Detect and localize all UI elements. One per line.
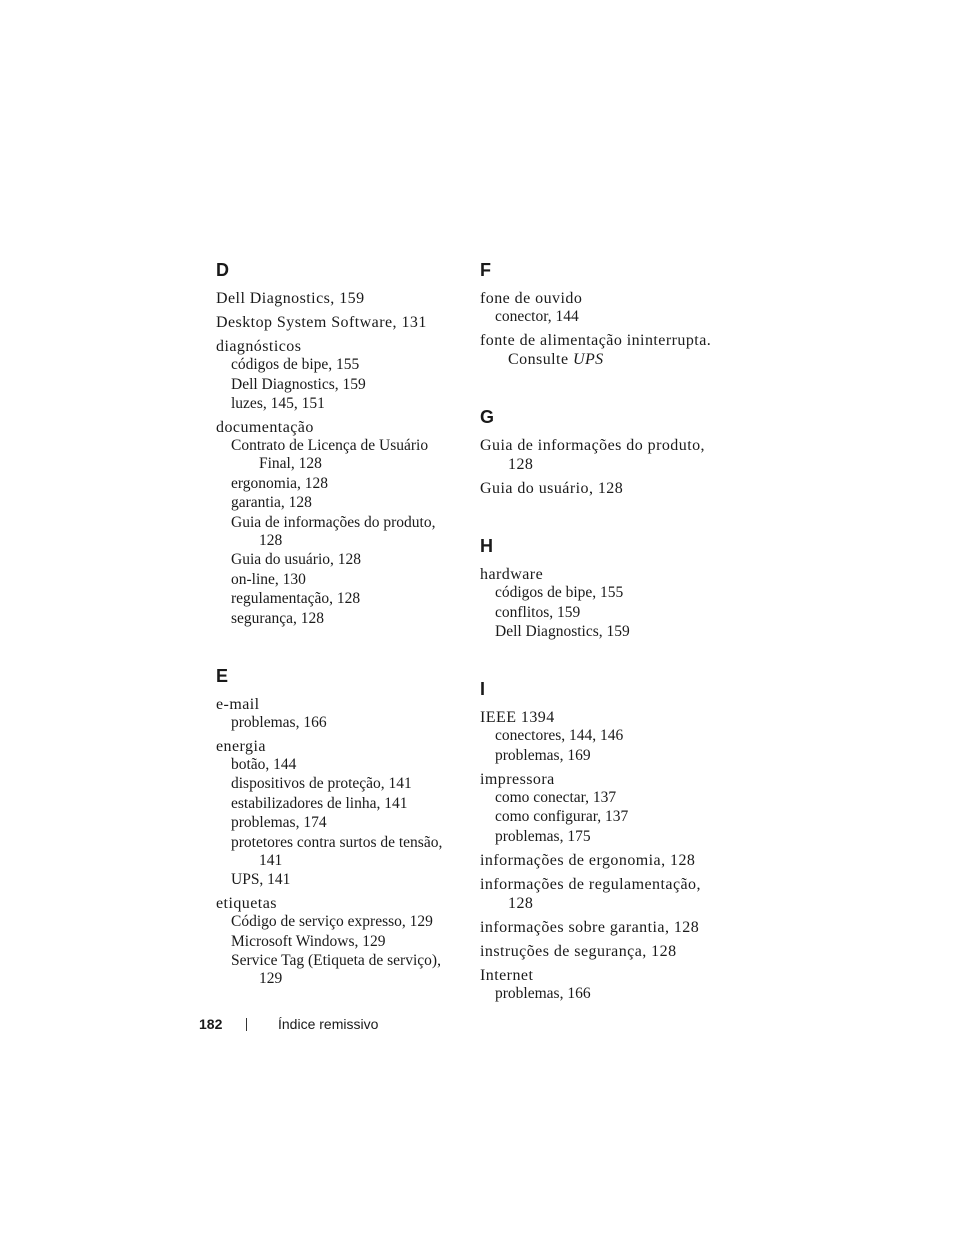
entry-term-text: hardware xyxy=(480,566,544,583)
entry-subterm: segurança, 128 xyxy=(231,609,324,627)
entry-subterm: ergonomia, 128 xyxy=(231,474,329,492)
entry-subterm: Código de serviço expresso, 129 xyxy=(231,913,433,930)
entry-term-text: e-mail xyxy=(216,695,260,713)
entry-subterm: problemas, 166 xyxy=(231,713,327,731)
entry-term xyxy=(480,966,730,985)
index-entry xyxy=(480,942,730,961)
index-entry xyxy=(216,695,456,732)
index-entry xyxy=(480,875,730,913)
index-entry xyxy=(216,418,456,628)
entry-subterm: problemas, 166 xyxy=(495,984,591,1002)
entry-subterm: problemas, 169 xyxy=(495,746,591,764)
index-entry xyxy=(216,289,456,308)
entry-subterm: on-line, 130 xyxy=(231,570,306,588)
entry-subterm: Dell Diagnostics, 159 xyxy=(495,623,630,640)
entry-subterm: Guia do usuário, 128 xyxy=(231,551,362,568)
section-letter: G xyxy=(480,407,495,427)
index-column-left xyxy=(216,258,456,1024)
entry-term-text: energia xyxy=(216,737,266,755)
entry-subterm: regulamentação, 128 xyxy=(231,590,361,607)
entry-subterm: conflitos, 159 xyxy=(495,603,581,621)
entry-subterm: problemas, 175 xyxy=(495,827,591,845)
entry-subterm: Contrato de Licença de Usuário Final, 128 xyxy=(231,437,429,472)
index-section xyxy=(216,664,456,989)
entry-subterm: Dell Diagnostics, 159 xyxy=(231,375,366,393)
index-column-right xyxy=(480,258,730,1039)
entry-subterm: Guia de informações do produto, 128 xyxy=(231,513,436,549)
entry-term xyxy=(480,942,730,961)
entry-term-text: documentação xyxy=(216,419,314,436)
entry-subterm: conectores, 144, 146 xyxy=(495,727,624,744)
entry-term xyxy=(480,918,730,937)
entry-subterm: conector, 144 xyxy=(495,308,579,325)
entry-term xyxy=(216,289,456,308)
entry-subterm: problemas, 174 xyxy=(231,814,327,831)
section-letter: D xyxy=(216,260,229,280)
index-section xyxy=(480,534,730,641)
index-entry xyxy=(480,331,730,369)
entry-subterm: como configurar, 137 xyxy=(495,808,629,825)
entry-term-text: fonte de alimentação ininterrupta. Consulte xyxy=(480,332,712,368)
entry-term xyxy=(216,418,456,437)
entry-subterm: estabilizadores de linha, 141 xyxy=(231,794,408,812)
entry-subterm: Service Tag (Etiqueta de serviço), 129 xyxy=(231,952,441,987)
index-entry xyxy=(480,289,730,326)
index-entry xyxy=(480,565,730,641)
index-section xyxy=(480,405,730,498)
page-number: 182 xyxy=(199,1016,223,1032)
entry-term xyxy=(480,708,730,727)
section-letter: I xyxy=(480,679,486,699)
entry-term xyxy=(480,770,730,789)
entry-term xyxy=(216,337,456,356)
entry-term xyxy=(216,894,456,913)
entry-term xyxy=(480,479,730,498)
entry-term xyxy=(480,436,730,474)
section-letter: H xyxy=(480,536,493,556)
entry-subterm: garantia, 128 xyxy=(231,494,312,511)
index-entry xyxy=(480,918,730,937)
index-entry xyxy=(480,479,730,498)
entry-subterm: botão, 144 xyxy=(231,755,297,773)
index-entry xyxy=(216,337,456,413)
entry-term xyxy=(480,851,730,870)
entry-term-text: Internet xyxy=(480,966,534,984)
index-entry xyxy=(480,966,730,1003)
index-entry xyxy=(480,708,730,765)
entry-subterm: luzes, 145, 151 xyxy=(231,395,325,412)
section-letter: E xyxy=(216,665,229,686)
entry-subterm: como conectar, 137 xyxy=(495,788,617,806)
index-entry xyxy=(216,737,456,890)
entry-term-text: Guia de informações do produto, 128 xyxy=(480,437,706,473)
section-letter: F xyxy=(480,260,491,280)
entry-subterm: Microsoft Windows, 129 xyxy=(231,932,386,950)
entry-term xyxy=(480,875,730,913)
entry-term-text: impressora xyxy=(480,770,555,788)
entry-subterm: códigos de bipe, 155 xyxy=(231,356,360,373)
entry-cross-reference: UPS xyxy=(572,351,604,368)
entry-term-text: etiquetas xyxy=(216,895,277,912)
entry-term-text: Dell Diagnostics, 159 xyxy=(216,290,365,307)
entry-subterm: protetores contra surtos de tensão, 141 xyxy=(231,833,443,869)
footer-separator xyxy=(246,1018,247,1031)
index-section xyxy=(216,258,456,628)
entry-term-text: Desktop System Software, 131 xyxy=(216,314,427,331)
entry-term-text: informações sobre garantia, 128 xyxy=(480,918,700,936)
index-entry xyxy=(480,851,730,870)
entry-term-text: informações de ergonomia, 128 xyxy=(480,851,696,869)
entry-term-text: informações de regulamentação, 128 xyxy=(480,875,701,912)
index-entry xyxy=(480,770,730,846)
footer-title: Índice remissivo xyxy=(278,1016,379,1032)
index-section xyxy=(480,677,730,1003)
index-entry xyxy=(216,313,456,332)
entry-term-text: IEEE 1394 xyxy=(480,709,555,726)
entry-term xyxy=(480,331,730,369)
entry-term xyxy=(216,737,456,756)
entry-term-text: Guia do usuário, 128 xyxy=(480,480,624,497)
index-entry xyxy=(216,894,456,988)
entry-term xyxy=(480,289,730,308)
entry-term xyxy=(216,695,456,714)
entry-term-text: diagnósticos xyxy=(216,338,302,355)
entry-subterm: dispositivos de proteção, 141 xyxy=(231,775,412,792)
entry-term xyxy=(216,313,456,332)
entry-term-text: instruções de segurança, 128 xyxy=(480,942,677,960)
entry-subterm: códigos de bipe, 155 xyxy=(495,584,624,601)
index-section xyxy=(480,258,730,369)
index-entry xyxy=(480,436,730,474)
entry-subterm: UPS, 141 xyxy=(231,871,291,888)
entry-term xyxy=(480,565,730,584)
entry-term-text: fone de ouvido xyxy=(480,290,583,307)
